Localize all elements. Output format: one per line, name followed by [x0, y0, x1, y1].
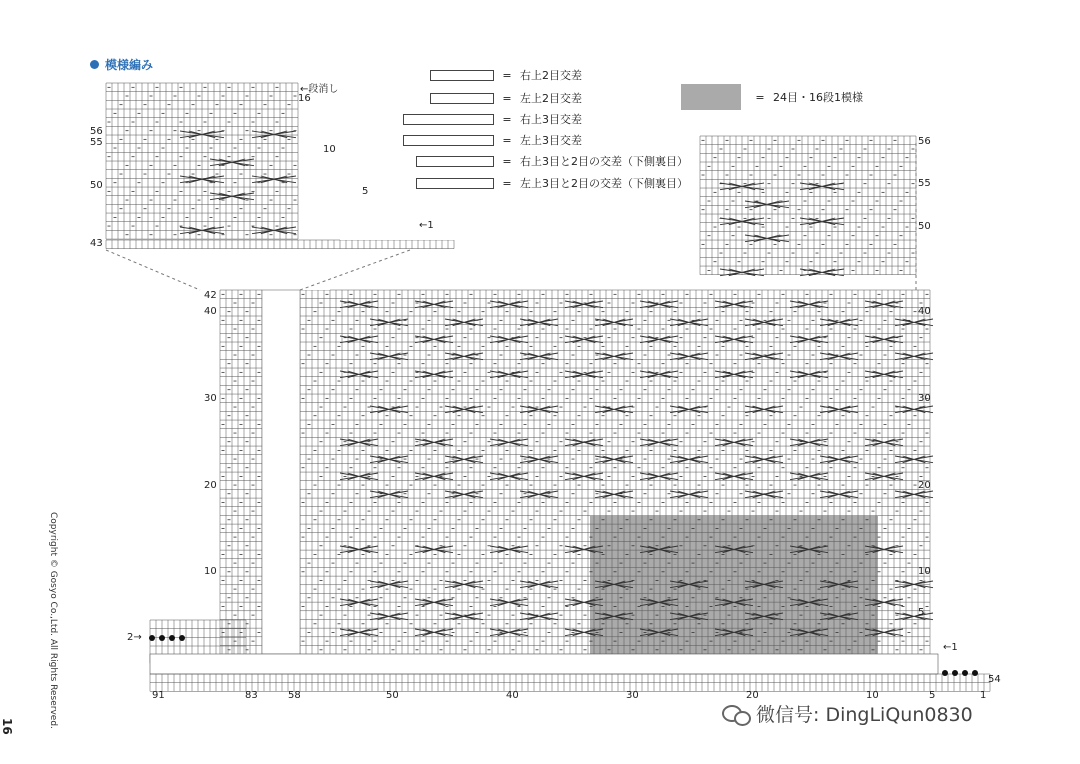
cable-3-symbol-icon: [403, 114, 494, 125]
inset-right-spacer: [640, 200, 700, 270]
cable-cross-mark: [745, 491, 783, 498]
col-label: 83: [245, 690, 258, 701]
row-label: 43: [90, 238, 103, 249]
col-label: 5: [929, 690, 936, 701]
legend-row: [430, 90, 582, 106]
cable-cross-mark: [670, 353, 708, 360]
row-label: 16: [298, 93, 311, 104]
cable-cross-mark: [800, 218, 844, 225]
copyright-notice: Copyright © Gosyo Co.,Ltd. All Rights Reserved.: [48, 512, 58, 729]
bobble-icon: [962, 670, 968, 676]
cable-cross-mark: [595, 353, 633, 360]
cable-cross-mark: [895, 406, 933, 413]
cable-cross-mark: [520, 353, 558, 360]
connector-dashed: [106, 250, 410, 290]
cable-cross-mark: [520, 406, 558, 413]
cable-cross-mark: [490, 546, 528, 553]
cable-cross-mark: [340, 546, 378, 553]
row-label: 56: [918, 136, 931, 147]
cable-cross-mark: [670, 491, 708, 498]
cable-cross-mark: [340, 439, 378, 446]
mask: [300, 270, 330, 290]
legend-row: [403, 132, 582, 148]
cable-cross-mark: [745, 353, 783, 360]
col-label: 20: [746, 690, 759, 701]
row-label: 40: [918, 306, 931, 317]
legend-row: [416, 153, 688, 169]
cable-cross-mark: [745, 235, 789, 242]
legend-label: 左上3目交差: [520, 134, 582, 147]
col-label: 58: [288, 690, 301, 701]
cable-cross-mark: [670, 456, 708, 463]
bobble-icon: [952, 670, 958, 676]
cable-cross-mark: [340, 629, 378, 636]
cable-cross-mark: [520, 581, 558, 588]
bobble-icon: [149, 635, 155, 641]
row-label: 50: [918, 221, 931, 232]
cable-cross-mark: [715, 439, 753, 446]
cable-cross-mark: [640, 336, 678, 343]
cable-cross-mark: [595, 406, 633, 413]
cable-cross-mark: [370, 406, 408, 413]
cable-cross-mark: [490, 473, 528, 480]
cable-cross-mark: [370, 353, 408, 360]
legend-row: [416, 175, 688, 191]
cable-cross-mark: [895, 581, 933, 588]
cable-cross-mark: [415, 473, 453, 480]
cable-cross-mark: [445, 581, 483, 588]
repeat-swatch: [681, 84, 741, 110]
cable-cross-mark: [520, 491, 558, 498]
cable-cross-mark: [415, 336, 453, 343]
inset-left-grid: [106, 83, 298, 239]
cable-cross-mark: [340, 336, 378, 343]
legend-row: [430, 67, 582, 83]
col-label: 91: [152, 690, 165, 701]
col-label: 30: [626, 690, 639, 701]
cable-cross-mark: [520, 613, 558, 620]
cable-cross-mark: [595, 491, 633, 498]
cable-cross-mark: [745, 201, 789, 208]
inset-left-bottom-row: [106, 240, 454, 249]
cable-cross-mark: [490, 301, 528, 308]
legend-equals: =: [502, 112, 512, 126]
bind-off-note: ←段消し: [300, 84, 339, 95]
cable-cross-mark: [790, 336, 828, 343]
cable-cross-mark: [340, 301, 378, 308]
section-title-text: 模様編み: [105, 58, 154, 72]
cable-cross-mark: [415, 439, 453, 446]
bobble-icon: [972, 670, 978, 676]
cable-cross-mark: [640, 473, 678, 480]
row-2-arrow: 2→: [127, 632, 142, 643]
cable-cross-mark: [370, 581, 408, 588]
cable-cross-mark: [670, 406, 708, 413]
row-label: 10: [323, 144, 336, 155]
bullet-dot-icon: [90, 60, 99, 69]
cable-3-symbol-icon: [403, 135, 494, 146]
cable-cross-mark: [445, 353, 483, 360]
bobble-icon: [169, 635, 175, 641]
row-label: 30: [918, 393, 931, 404]
legend-equals: =: [502, 91, 512, 105]
cable-cross-mark: [745, 406, 783, 413]
row-label: 10: [204, 566, 217, 577]
cable-cross-mark: [865, 301, 903, 308]
cable-cross-mark: [895, 613, 933, 620]
cable-cross-mark: [490, 336, 528, 343]
row-start-arrow: ←1: [943, 642, 958, 653]
cable-cross-mark: [415, 629, 453, 636]
row-start-arrow: ←1: [419, 220, 434, 231]
cable-2-symbol-icon: [430, 70, 494, 81]
legend-label: 左上2目交差: [520, 92, 582, 105]
cable-cross-mark: [490, 439, 528, 446]
col-label: 50: [386, 690, 399, 701]
bobble-icon: [179, 635, 185, 641]
row-label: 40: [204, 306, 217, 317]
cable-cross-mark: [790, 301, 828, 308]
cable-cross-mark: [790, 439, 828, 446]
row-label: 56: [90, 126, 103, 137]
cable-cross-mark: [820, 406, 858, 413]
cable-cross-mark: [895, 353, 933, 360]
watermark: [722, 700, 973, 727]
row-label: 20: [204, 480, 217, 491]
col-label: 1: [980, 690, 987, 701]
legend-repeat-label: 24目・16段1模様: [773, 91, 863, 104]
cable-cross-mark: [370, 491, 408, 498]
section-title: [90, 56, 153, 73]
legend-equals: =: [755, 90, 765, 104]
cable-cross-mark: [565, 301, 603, 308]
cable-cross-mark: [565, 473, 603, 480]
cable-cross-mark: [820, 456, 858, 463]
row-label: 55: [918, 178, 931, 189]
cable-cross-mark: [865, 336, 903, 343]
ribbing-grid: [150, 674, 990, 691]
legend-equals: =: [502, 176, 512, 190]
col-label: 54: [988, 674, 1001, 685]
legend-equals: =: [502, 154, 512, 168]
cable-2-symbol-icon: [430, 93, 494, 104]
legend-label: 右上3目交差: [520, 113, 582, 126]
col-label: 10: [866, 690, 879, 701]
cable-cross-mark: [370, 613, 408, 620]
cable-cross-mark: [715, 336, 753, 343]
cable-cross-mark: [415, 546, 453, 553]
legend-label: 左上3目と2目の交差（下側裏目）: [520, 177, 688, 190]
cable-cross-mark: [895, 456, 933, 463]
cable-cross-mark: [640, 301, 678, 308]
cable-cross-mark: [445, 491, 483, 498]
row-label: 20: [918, 480, 931, 491]
cable-cross-mark: [370, 456, 408, 463]
legend-equals: =: [502, 68, 512, 82]
page-number: 16: [0, 718, 14, 735]
cable-cross-mark: [715, 473, 753, 480]
legend-row: [403, 111, 582, 127]
watermark-text: 微信号: DingLiQun0830: [756, 704, 973, 726]
row-label: 30: [204, 393, 217, 404]
legend-label: 右上2目交差: [520, 69, 582, 82]
cable-cross-mark: [490, 629, 528, 636]
cable-3-2-symbol-icon: [416, 178, 494, 189]
row-label: 5: [918, 607, 925, 618]
col-label: 40: [506, 690, 519, 701]
legend-label: 右上3目と2目の交差（下側裏目）: [520, 155, 688, 168]
cable-cross-mark: [865, 439, 903, 446]
row-label: 42: [204, 290, 217, 301]
cable-cross-mark: [745, 456, 783, 463]
row-label: 10: [918, 566, 931, 577]
bobble-icon: [159, 635, 165, 641]
legend-repeat-row: [681, 84, 863, 110]
legend-equals: =: [502, 133, 512, 147]
cable-3-2-symbol-icon: [416, 156, 494, 167]
inset-right-grid: [700, 136, 916, 275]
strap-grid: [220, 290, 262, 654]
row-label: 5: [362, 186, 369, 197]
cable-cross-mark: [820, 353, 858, 360]
bobble-icon: [942, 670, 948, 676]
cable-cross-mark: [565, 439, 603, 446]
wechat-icon: [722, 703, 750, 725]
row-label: 55: [90, 137, 103, 148]
cable-cross-mark: [820, 491, 858, 498]
cable-cross-mark: [415, 301, 453, 308]
cable-cross-mark: [800, 183, 844, 190]
row-label: 50: [90, 180, 103, 191]
cable-cross-mark: [565, 336, 603, 343]
ribbing-band: [150, 654, 938, 674]
cable-cross-mark: [640, 439, 678, 446]
cable-cross-mark: [715, 301, 753, 308]
cable-cross-mark: [790, 473, 828, 480]
cable-cross-mark: [445, 613, 483, 620]
cable-cross-mark: [595, 456, 633, 463]
gap-mask: [262, 290, 300, 654]
cable-cross-mark: [895, 491, 933, 498]
